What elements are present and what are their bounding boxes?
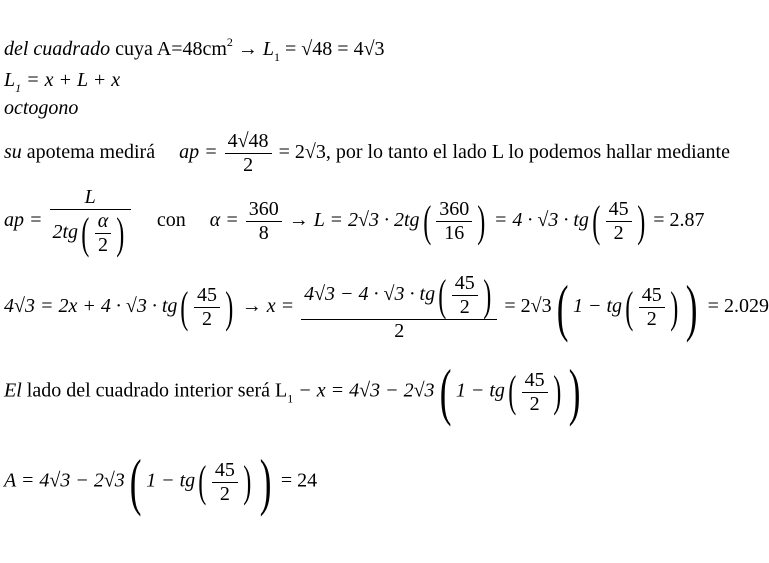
symbol: L (275, 379, 288, 402)
lhs: A = 4√3 − 2√3 (4, 469, 125, 492)
line-5: ap = L 2tg( $\frac{\alpha}{2}$ ) con α = $\frac{360}{8}$ → L = 2√3 · 2tg( $\frac{360}{16}$ ) = 4 · √3 · tg( $\frac{45}{2}$ ) = 2.87 (4, 186, 705, 258)
lhs: 4√3 = 2x + 4 · √3 · tg (4, 295, 178, 318)
expression: = x + L + x (26, 69, 121, 91)
line-7: El lado del cuadrado interior será $L_1 - x = 4√3 - 2√3$( 1 − tg( $\frac{45}{2}$ ) ) (4, 356, 581, 427)
expression: = √48 = 4√3 (285, 38, 385, 60)
line-4 (4, 130, 730, 177)
expression: L = 2√3 · 2tg (313, 209, 420, 232)
big-fraction: 4√3 − 4 · √3 · tg( $\frac{45}{2}$ ) 2 (301, 272, 497, 343)
line-8: A = 4√3 − 2√3( 1 − tg( $\frac{45}{2}$ ) ) = 24 (4, 446, 318, 517)
result: = 2√3, (278, 141, 331, 164)
line-2 (4, 70, 120, 94)
subscript: 1 (274, 50, 281, 64)
lhs: ap = (179, 141, 218, 164)
fraction: $\frac{360}{8}$ (246, 198, 282, 245)
arrow-icon: → (237, 38, 258, 60)
value: = 24 (280, 469, 318, 492)
text-italic: octogono (4, 97, 79, 119)
text-italic: su (4, 141, 22, 164)
symbol: L (262, 38, 275, 60)
line-6: 4√3 = 2x + 4 · √3 · tg( $\frac{45}{2}$ ) → x = 4√3 − 4 · √3 · tg( $\frac{45}{2}$ ) 2 = 2√3( 1 − tg( $\frac{45}{2}$ ) ) = 2.029 (4, 270, 769, 343)
text-italic: El (4, 379, 22, 402)
expression: − x = 4√3 − 2√3 (298, 379, 435, 402)
line-1 (4, 36, 385, 63)
fraction: L 2tg( $\frac{\alpha}{2}$ ) (50, 186, 131, 257)
arrow-icon: → (288, 209, 309, 232)
exponent: 2 (226, 35, 233, 49)
expression: = 2√3 (504, 295, 552, 318)
text: con (156, 209, 186, 232)
fraction: $\frac{4√48}{2}$ (225, 130, 272, 177)
value: = 2.87 (653, 209, 705, 232)
lhs: ap = (4, 209, 43, 232)
arrow: → x = (241, 295, 295, 318)
symbol: L (4, 69, 16, 91)
expression: = 4 · √3 · tg (493, 209, 589, 232)
text: apotema medirá (26, 141, 156, 164)
subscript: 1 (15, 81, 22, 95)
line-3 (4, 98, 78, 118)
text: lado del cuadrado interior será (26, 379, 271, 402)
text: cuya A=48cm (115, 38, 227, 60)
text: por lo tanto el lado L lo podemos hallar mediante (335, 141, 730, 164)
value: = 2.029 (707, 295, 769, 318)
text-italic: del cuadrado (4, 38, 111, 60)
alpha: α = (209, 209, 239, 232)
